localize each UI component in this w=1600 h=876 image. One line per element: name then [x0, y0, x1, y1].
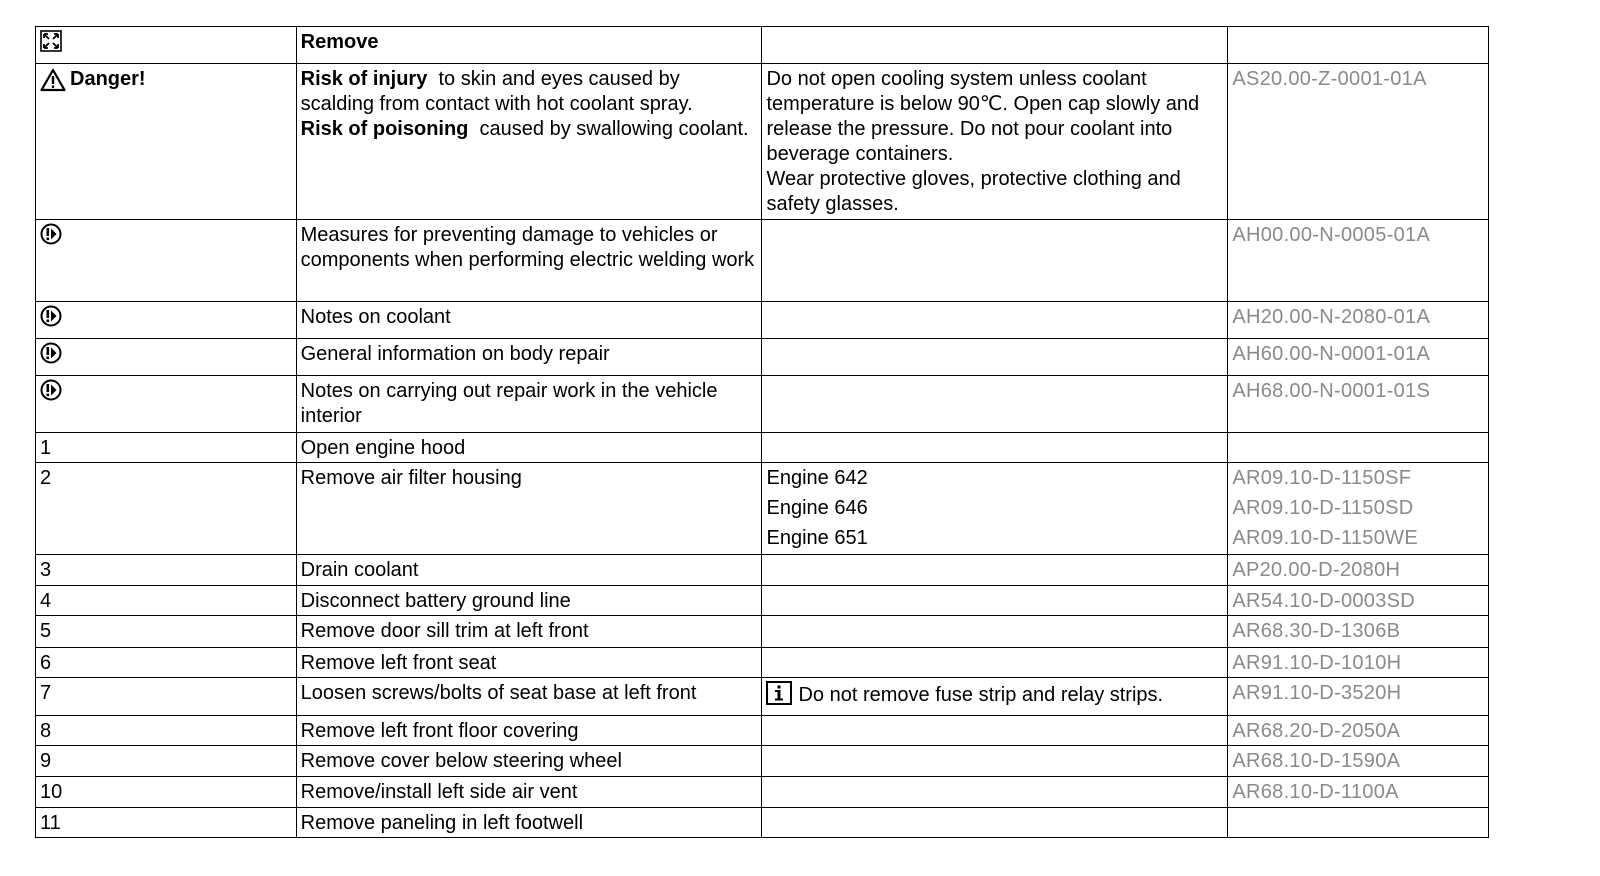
step-row — [36, 463, 1489, 555]
note-text: Measures for preventing damage to vehicles or components when performing electric welding work — [296, 220, 762, 302]
risk-poisoning-title: Risk of poisoning — [300, 118, 469, 140]
step-text: Remove cover below steering wheel — [296, 746, 762, 777]
info-icon — [766, 681, 792, 705]
step-ref[interactable] — [1228, 808, 1489, 838]
procedure-table — [35, 26, 1489, 838]
engine-variant: Engine 646 — [766, 497, 868, 519]
step-ref[interactable]: AP20.00-D-2080H — [1228, 555, 1489, 586]
step-number: 5 — [36, 616, 297, 648]
header-empty-cell — [762, 27, 1228, 64]
note-ref[interactable]: AH00.00-N-0005-01A — [1228, 220, 1489, 302]
measure-text-2: Wear protective gloves, protective clothing and safety glasses. — [766, 168, 1181, 215]
danger-ref[interactable]: AS20.00-Z-0001-01A — [1228, 64, 1489, 220]
step-row — [36, 808, 1489, 838]
engine-ref[interactable]: AR09.10-D-1150SD — [1232, 497, 1414, 519]
step-row — [36, 716, 1489, 746]
engine-ref[interactable]: AR09.10-D-1150SF — [1232, 467, 1412, 489]
step-number: 9 — [36, 746, 297, 777]
step-text: Disconnect battery ground line — [296, 586, 762, 616]
note-empty-cell — [762, 339, 1228, 376]
step-note — [762, 433, 1228, 463]
step-text: Remove air filter housing — [296, 463, 762, 555]
step-note-cell — [762, 678, 1228, 716]
step-text: Drain coolant — [296, 555, 762, 586]
step-text: Remove/install left side air vent — [296, 777, 762, 808]
step-ref[interactable]: AR54.10-D-0003SD — [1228, 586, 1489, 616]
measures-cell — [762, 64, 1228, 220]
header-title: Remove — [296, 27, 762, 64]
step-note — [762, 555, 1228, 586]
header-row — [36, 27, 1489, 64]
remove-arrows-icon — [40, 30, 62, 52]
note-icon-cell — [36, 376, 297, 433]
risk-injury-text: to skin and eyes caused by scalding from contact with hot coolant spray. — [300, 68, 693, 115]
damage-note-icon — [40, 379, 62, 401]
step-row — [36, 746, 1489, 777]
step-row — [36, 586, 1489, 616]
danger-cell — [36, 64, 297, 220]
engine-list — [762, 463, 1228, 555]
step-number: 2 — [36, 463, 297, 555]
note-row — [36, 302, 1489, 339]
note-empty-cell — [762, 302, 1228, 339]
note-empty-cell — [762, 220, 1228, 302]
step-number: 4 — [36, 586, 297, 616]
note-ref[interactable]: AH68.00-N-0001-01S — [1228, 376, 1489, 433]
note-row — [36, 339, 1489, 376]
engine-ref[interactable]: AR09.10-D-1150WE — [1232, 527, 1418, 549]
step-row — [36, 648, 1489, 678]
note-icon-cell — [36, 302, 297, 339]
note-text: General information on body repair — [296, 339, 762, 376]
step-number: 10 — [36, 777, 297, 808]
step-note — [762, 586, 1228, 616]
step-ref[interactable]: AR68.20-D-2050A — [1228, 716, 1489, 746]
step-number: 8 — [36, 716, 297, 746]
step-number: 11 — [36, 808, 297, 838]
risk-cell — [296, 64, 762, 220]
note-empty-cell — [762, 376, 1228, 433]
note-text: Notes on coolant — [296, 302, 762, 339]
step-text: Remove left front seat — [296, 648, 762, 678]
step-ref[interactable] — [1228, 433, 1489, 463]
step-row — [36, 777, 1489, 808]
risk-poisoning-text: caused by swallowing coolant. — [479, 118, 749, 140]
step-number: 6 — [36, 648, 297, 678]
note-ref[interactable]: AH60.00-N-0001-01A — [1228, 339, 1489, 376]
warning-triangle-icon — [40, 68, 66, 92]
step-number: 3 — [36, 555, 297, 586]
step-row — [36, 433, 1489, 463]
step-text: Loosen screws/bolts of seat base at left front — [296, 678, 762, 716]
step-note — [762, 716, 1228, 746]
header-empty-cell — [1228, 27, 1489, 64]
danger-row — [36, 64, 1489, 220]
danger-label: Danger! — [70, 68, 146, 90]
step-note — [762, 616, 1228, 648]
note-row — [36, 220, 1489, 302]
engine-variant: Engine 651 — [766, 527, 868, 549]
engine-variant: Engine 642 — [766, 467, 868, 489]
step-ref[interactable]: AR91.10-D-1010H — [1228, 648, 1489, 678]
step-row — [36, 616, 1489, 648]
step-note: Do not remove fuse strip and relay strips. — [798, 684, 1164, 706]
risk-injury-title: Risk of injury — [300, 68, 428, 90]
step-ref[interactable]: AR68.30-D-1306B — [1228, 616, 1489, 648]
damage-note-icon — [40, 223, 62, 245]
damage-note-icon — [40, 305, 62, 327]
step-number: 7 — [36, 678, 297, 716]
engine-ref-list — [1228, 463, 1489, 555]
note-ref[interactable]: AH20.00-N-2080-01A — [1228, 302, 1489, 339]
step-text: Open engine hood — [296, 433, 762, 463]
note-text: Notes on carrying out repair work in the vehicle interior — [296, 376, 762, 433]
step-row — [36, 678, 1489, 716]
step-note — [762, 746, 1228, 777]
step-note — [762, 648, 1228, 678]
note-icon-cell — [36, 339, 297, 376]
note-icon-cell — [36, 220, 297, 302]
measure-text-1: Do not open cooling system unless coolant temperature is below 90℃. Open cap slowly and release the pressure. Do not pour coolant into beverage containers. — [766, 68, 1200, 165]
step-text: Remove left front floor covering — [296, 716, 762, 746]
note-row — [36, 376, 1489, 433]
step-note — [762, 777, 1228, 808]
step-text: Remove paneling in left footwell — [296, 808, 762, 838]
step-ref[interactable]: AR68.10-D-1100A — [1228, 777, 1489, 808]
damage-note-icon — [40, 342, 62, 364]
step-ref[interactable]: AR91.10-D-3520H — [1228, 678, 1489, 716]
step-row — [36, 555, 1489, 586]
step-note — [762, 808, 1228, 838]
header-icon-cell — [36, 27, 297, 64]
step-ref[interactable]: AR68.10-D-1590A — [1228, 746, 1489, 777]
danger-label-wrap — [40, 67, 146, 92]
step-number: 1 — [36, 433, 297, 463]
step-text: Remove door sill trim at left front — [296, 616, 762, 648]
